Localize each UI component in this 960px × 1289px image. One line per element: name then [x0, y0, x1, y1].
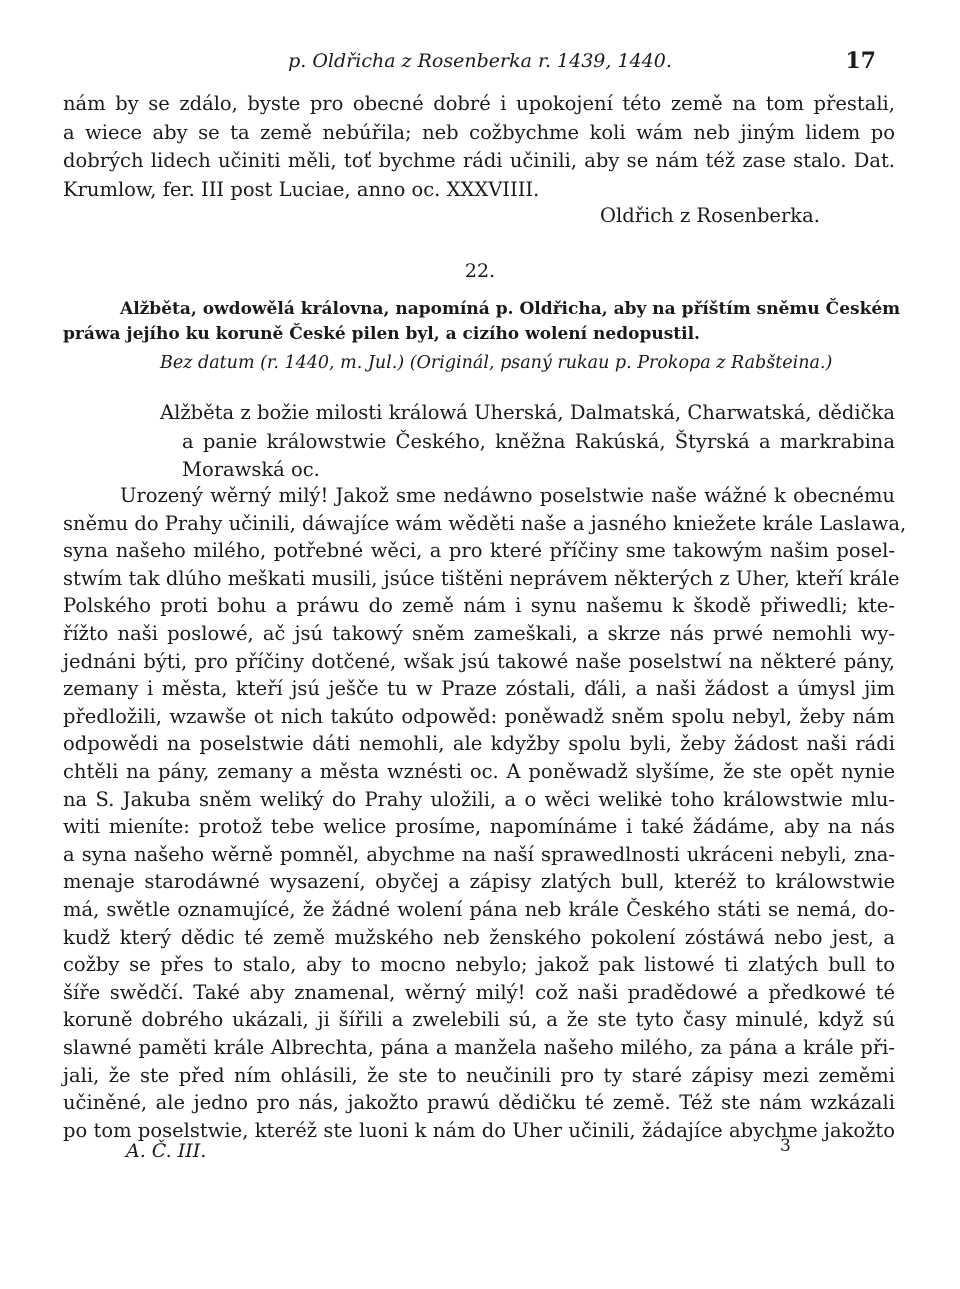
body-line: stwím tak dlúho meškati musili, jsúce tištěni neprávem některých z Uher, kteří krále	[63, 566, 900, 590]
body-line: jednáni býti, pro příčiny dotčené, wšak jsú takowé naše poselstwí na některé pány,	[63, 649, 895, 673]
signature-line: Oldřich z Rosenberka.	[600, 204, 820, 227]
body-line: menaje starodáwné wysazení, obyčej a zápisy zlatých bull, kteréž to králowstwie	[63, 870, 895, 894]
body-line: předložili, wzawše ot nich takúto odpowěd: poněwadž sněm spolu nebyl, žeby nám	[63, 704, 895, 728]
body-line: chtěli na pány, zemany a města wznésti oc. A poněwadž slyšíme, že ste opět nynie	[63, 760, 895, 783]
body-line: řížto naši poslowé, ač jsú takowý sněm zameškali, a skrze nás prwé nemohli wy-	[63, 622, 895, 645]
summary-line: Alžběta, owdowělá královna, napomíná p. Oldřicha, aby na příštím sněmu Českém	[120, 299, 901, 319]
text-line: Krumlow, fer. III post Luciae, anno oc. XXXVIIII.	[63, 177, 540, 201]
running-header-title: p. Oldřicha z Rosenberka r. 1439, 1440.	[288, 50, 672, 72]
body-line: sněmu do Prahy učinili, dáwajíce wám wěděti naše a jasného kniežete krále Laslawa,	[63, 511, 907, 535]
intitulatio-line: Alžběta z božie milosti králowá Uherská, Dalmatská, Charwatská, dědička	[160, 401, 895, 424]
body-line: a syna našeho wěrně pomněl, abychme na naší sprawedlnosti ukráceni nebyli, zna-	[63, 842, 895, 866]
body-line: kudž který dědic té země mužského neb ženského pokolení zóstáwá nebo jest, a	[63, 925, 895, 949]
sheet-number: 3	[780, 1136, 791, 1156]
body-line: koruně dobrého ukázali, ji šířili a zwelebili sú, a že ste tyto časy minulé, když sú	[63, 1008, 895, 1032]
body-line: cožby se přes to stalo, aby to mocno nebylo; jakož pak listowé ti zlatých bull to	[63, 953, 895, 977]
body-line: šíře swědčí. Také aby znamenal, wěrný milý! což naši pradědowé a předkowé té	[63, 980, 895, 1004]
body-line: po tom poselstwie, kteréž ste luoni k nám do Uher učinili, žádajíce abychme jakožto	[63, 1118, 895, 1142]
body-line: Polského proti bohu a práwu do země nám i synu našemu k škodě přiwedli; kte-	[63, 594, 895, 618]
source-note: Bez datum (r. 1440, m. Jul.) (Originál, psaný rukau p. Prokopa z Rabšteina.)	[160, 353, 833, 373]
body-line: učiněné, ale jedno pro nás, jakožto prawú dědičku té země. Též ste nám wzkázali	[63, 1091, 895, 1115]
body-line: Urozený wěrný milý! Jakož sme nedáwno poselstwie naše wážné k obecnému	[120, 484, 895, 507]
document-number: 22.	[464, 260, 496, 282]
body-line: syna našeho milého, potřebné wěci, a pro které příčiny sme takowým našim posel-	[63, 539, 895, 563]
page-number: 17	[845, 48, 876, 74]
text-line: a wiece aby se ta země nebúřila; neb cožbychme koli wám neb jiným lidem po	[63, 120, 895, 144]
text-line: dobrých lidech učiniti měli, toť bychme rádi učinili, aby se nám též zase stalo. Dat.	[63, 149, 895, 172]
body-line: zemany i města, kteří jsú ješče tu w Praze zóstali, ďáli, a naši žádost a úmysl jim	[63, 677, 895, 701]
signature-mark: A. Č. III.	[126, 1140, 207, 1162]
text-line: nám by se zdálo, byste pro obecné dobré i upokojení této země na tom přestali,	[63, 92, 895, 115]
intitulatio-line: a panie králowstwie Českého, kněžna Rakúská, Štyrská a markrabina	[182, 429, 895, 453]
body-line: witi mieníte: protož tebe welice prosíme, napomínáme i také žádáme, aby na nás	[63, 815, 895, 839]
body-line: na S. Jakuba sněm weliký do Prahy uložili, a o wěci welikė toho králowstwie mlu-	[63, 787, 895, 811]
body-line: jali, že ste před ním ohlásili, že ste to neučinili pro ty staré zápisy mezi zeměmi	[63, 1063, 895, 1087]
body-line: má, swětle oznamujícé, že žádné wolení pána neb krále Českého státi se nemá, do-	[63, 898, 895, 921]
body-line: odpowědi na poselstwie dáti nemohli, ale kdyžby spolu byli, žeby žádost naši rádi	[63, 732, 895, 756]
summary-line: práwa jejího ku koruně České pilen byl, a cizího wolení nedopustil.	[63, 324, 700, 344]
body-line: slawné paměti krále Albrechta, pána a manžela našeho milého, za pána a krále při-	[63, 1036, 895, 1059]
intitulatio-line: Morawská oc.	[182, 458, 320, 481]
